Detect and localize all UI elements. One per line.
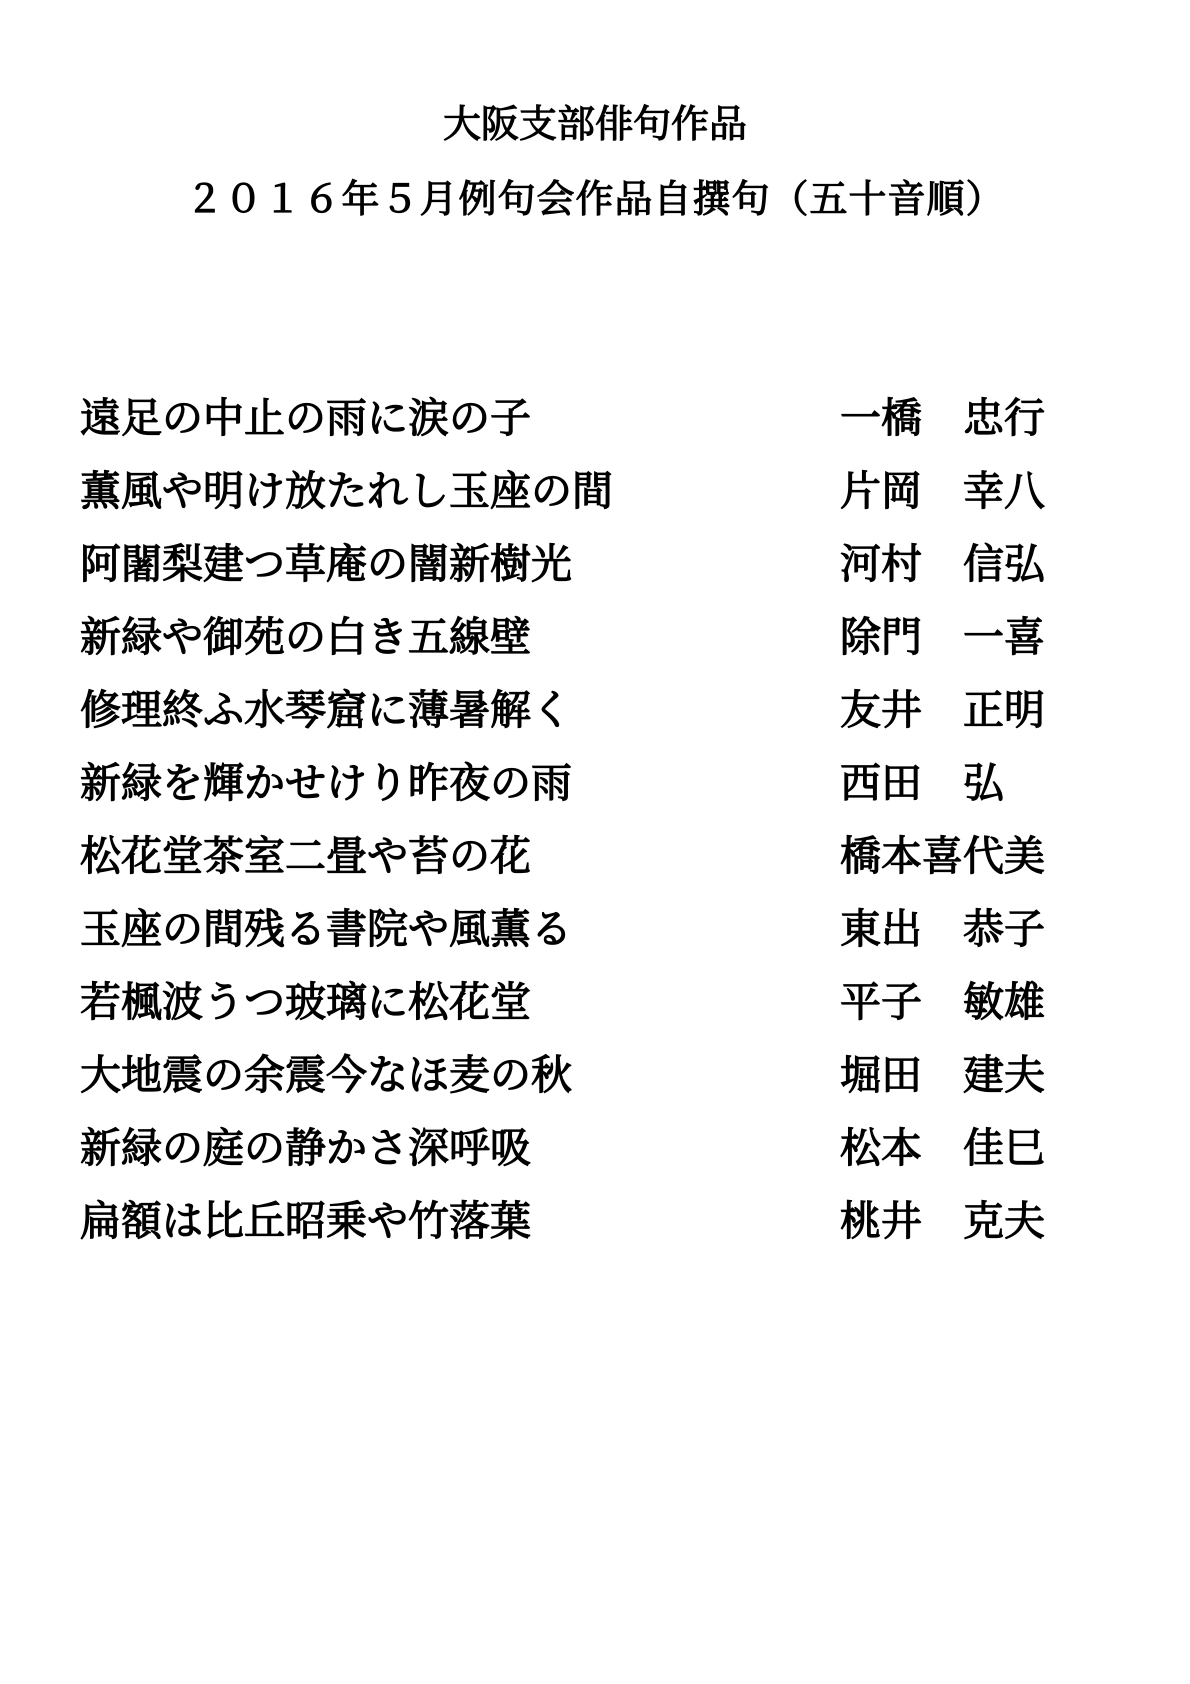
haiku-row xyxy=(80,828,1080,901)
haiku-text: 大地震の余震今なほ麦の秋 xyxy=(80,1051,572,1099)
haiku-author: 平子 敏雄 xyxy=(840,978,1045,1026)
haiku-row xyxy=(80,609,1080,682)
haiku-text: 修理終ふ水琴窟に薄暑解く xyxy=(80,686,572,734)
haiku-author: 東出 恭子 xyxy=(840,905,1045,953)
haiku-author: 桃井 克夫 xyxy=(840,1197,1045,1245)
haiku-author: 友井 正明 xyxy=(840,686,1045,734)
haiku-author: 西田 弘 xyxy=(840,759,1004,807)
haiku-row xyxy=(80,390,1080,463)
haiku-row xyxy=(80,974,1080,1047)
haiku-text: 松花堂茶室二畳や苔の花 xyxy=(80,832,531,880)
haiku-row xyxy=(80,755,1080,828)
haiku-author: 片岡 幸八 xyxy=(840,467,1045,515)
haiku-text: 若楓波うつ玻璃に松花堂 xyxy=(80,978,531,1026)
haiku-text: 新緑や御苑の白き五線壁 xyxy=(80,613,531,661)
haiku-text: 扁額は比丘昭乗や竹落葉 xyxy=(80,1197,531,1245)
haiku-row xyxy=(80,463,1080,536)
haiku-author: 堀田 建夫 xyxy=(840,1051,1045,1099)
page-subtitle: ２０１６年５月例句会作品自撰句（五十音順） xyxy=(185,176,1005,221)
haiku-row xyxy=(80,1193,1080,1266)
haiku-list xyxy=(80,390,1080,1266)
haiku-text: 新緑を輝かせけり昨夜の雨 xyxy=(80,759,572,807)
haiku-author: 松本 佳巳 xyxy=(840,1124,1045,1172)
haiku-text: 阿闍梨建つ草庵の闇新樹光 xyxy=(80,540,572,588)
haiku-row xyxy=(80,1047,1080,1120)
haiku-row xyxy=(80,901,1080,974)
haiku-row xyxy=(80,682,1080,755)
haiku-author: 河村 信弘 xyxy=(840,540,1045,588)
haiku-author: 除門 一喜 xyxy=(840,613,1045,661)
haiku-text: 玉座の間残る書院や風薫る xyxy=(80,905,572,953)
haiku-text: 薫風や明け放たれし玉座の間 xyxy=(80,467,613,515)
haiku-author: 一橋 忠行 xyxy=(840,394,1045,442)
haiku-text: 遠足の中止の雨に涙の子 xyxy=(80,394,531,442)
haiku-text: 新緑の庭の静かさ深呼吸 xyxy=(80,1124,531,1172)
haiku-author: 橋本喜代美 xyxy=(840,832,1045,880)
haiku-row xyxy=(80,536,1080,609)
page-title: 大阪支部俳句作品 xyxy=(442,101,747,146)
haiku-row xyxy=(80,1120,1080,1193)
